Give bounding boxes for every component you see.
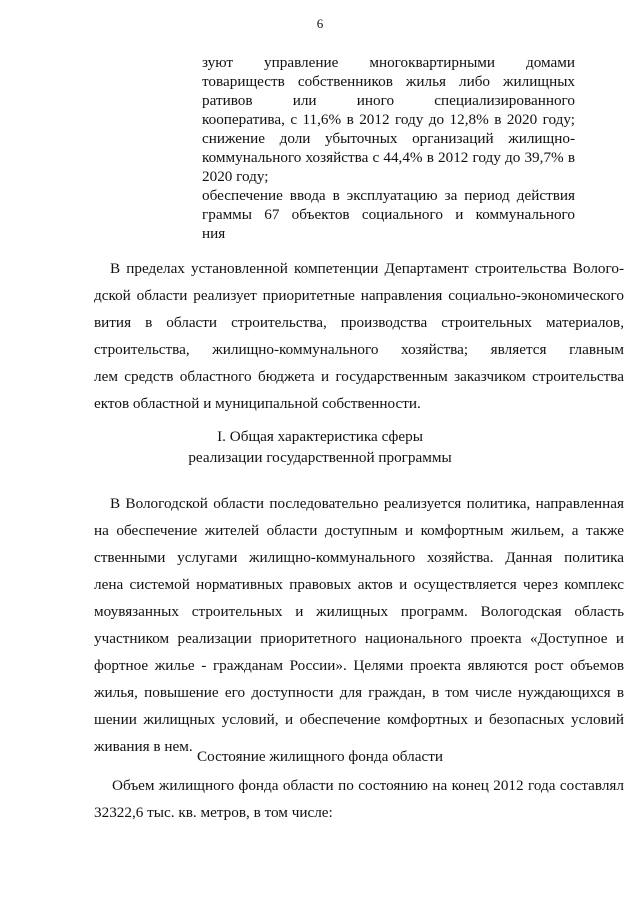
list-line: обеспечение ввода в эксплуатацию за период действия [202, 187, 575, 204]
paragraph-line: лена системой нормативных правовых актов и осуществляется через комплекс [94, 576, 624, 593]
paragraph-line: лем средств областного бюджета и государственным заказчиком строительства [94, 368, 624, 385]
page-number: 6 [316, 16, 324, 31]
section-heading-line-1: I. Общая характеристика сферы [217, 428, 423, 445]
housing-paragraph [94, 772, 624, 826]
paragraph-line: 32322,6 тыс. кв. метров, в том числе: [94, 804, 333, 821]
paragraph-line: ектов областной и муниципальной собственности. [94, 395, 421, 412]
paragraph-line: шении жилищных условий, и обеспечение комфортных и безопасных условий [94, 711, 624, 728]
list-line: товариществ собственников жилья либо жилищных [202, 73, 575, 90]
paragraph-line: строительства, жилищно-коммунального хозяйства; является главным [94, 341, 624, 358]
subheading: Состояние жилищного фонда области [197, 748, 443, 765]
paragraph-line: живания в нем. [94, 738, 193, 755]
paragraph-line: В Вологодской области последовательно реализуется политика, направленная [110, 495, 624, 512]
paragraph-line: дской области реализует приоритетные направления социально-экономического [94, 287, 624, 304]
list-line: ния [202, 225, 226, 242]
list-line: снижение доли убыточных организаций жилищно- [202, 130, 575, 147]
list-line: 2020 году; [202, 168, 269, 185]
section-heading-line-2: реализации государственной программы [188, 449, 452, 466]
list-line: граммы 67 объектов социального и коммунального [202, 206, 575, 223]
paragraph-line: В пределах установленной компетенции Департамент строительства Волого- [110, 260, 624, 277]
list-line: ративов или иного специализированного [202, 92, 575, 109]
paragraph-line: ственными услугами жилищно-коммунального хозяйства. Данная политика [94, 549, 624, 566]
paragraph-line: жилья, повышение его доступности для граждан, в том числе нуждающихся в [94, 684, 624, 701]
paragraph-line: участником реализации приоритетного национального проекта «Доступное и [94, 630, 624, 647]
paragraph-line: вития в области строительства, производства строительных материалов, [94, 314, 624, 331]
target-indicators-list [202, 53, 575, 243]
policy-paragraph [94, 490, 624, 760]
list-line: зуют управление многоквартирными домами [202, 54, 575, 71]
paragraph-line: на обеспечение жителей области доступным и комфортным жильем, а также [94, 522, 624, 539]
paragraph-line: Объем жилищного фонда области по состоянию на конец 2012 года составлял [112, 777, 624, 794]
paragraph-line: моувязанных строительных и жилищных программ. Вологодская область [94, 603, 624, 620]
list-line: коммунального хозяйства с 44,4% в 2012 году до 39,7% в [202, 149, 575, 166]
paragraph-line: фортное жилье - гражданам России». Целями проекта являются рост объемов [94, 657, 624, 674]
department-paragraph [94, 255, 624, 417]
list-line: кооператива, с 11,6% в 2012 году до 12,8% в 2020 году; [202, 111, 575, 128]
